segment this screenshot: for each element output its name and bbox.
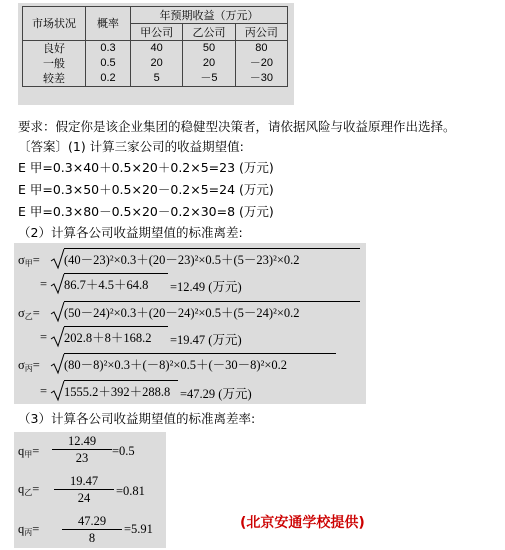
cv-b-label: $q_乙=$: [18, 482, 40, 497]
expected-value-a: E 甲=0.3×40＋0.5×20＋0.2×5=23 (万元): [18, 160, 274, 175]
cell-state: 良好: [23, 41, 86, 57]
header-market: 市场状况: [23, 7, 86, 41]
header-probability: 概率: [86, 7, 131, 41]
sigma-a-result: =12.49 (万元): [170, 280, 242, 294]
cell-a: 20: [131, 56, 183, 71]
cell-prob: 0.3: [86, 41, 131, 57]
cv-c-result: =5.91: [124, 522, 153, 536]
cell-c: －30: [235, 71, 287, 87]
sigma-c-values: 1555.2＋392＋288.8: [64, 380, 178, 400]
expected-value-c: E 甲=0.3×80－0.5×20－0.2×30=8 (万元): [18, 204, 274, 219]
table-row: [23, 56, 288, 71]
cv-b-denominator: 24: [77, 491, 91, 505]
source-credit: (北京安通学校提供): [240, 515, 365, 531]
cell-b: 50: [183, 41, 235, 57]
cell-a: 40: [131, 41, 183, 57]
cell-c: 80: [235, 41, 287, 57]
cv-c-label: $q_丙=$: [18, 522, 40, 537]
header-company-b: 乙公司: [183, 24, 235, 41]
cv-a-numerator: 12.49: [52, 434, 112, 450]
header-company-a: 甲公司: [131, 24, 183, 41]
sigma-c-result: =47.29 (万元): [180, 387, 252, 401]
cell-state: 一般: [23, 56, 86, 71]
answer-step1: 〔答案〕(1) 计算三家公司的收益期望值:: [18, 139, 244, 154]
cv-b-fraction: [54, 474, 114, 508]
cell-prob: 0.2: [86, 71, 131, 87]
returns-table-panel: [18, 3, 294, 105]
cell-a: 5: [131, 71, 183, 87]
std-dev-panel: [14, 243, 366, 404]
sigma-b-label: $\sigma_乙=$: [18, 306, 40, 321]
cv-b-numerator: 19.47: [54, 474, 114, 490]
sigma-a-values: 86.7＋4.5＋64.8: [64, 273, 168, 293]
cv-a-denominator: 23: [75, 451, 89, 465]
sigma-b-values: 202.8＋8＋168.2: [64, 326, 168, 346]
cv-b-result: =0.81: [116, 484, 145, 498]
cv-c-denominator: 8: [88, 531, 96, 545]
equals-sign: =: [40, 277, 48, 291]
expected-value-b: E 甲=0.3×50＋0.5×20－0.2×5=24 (万元): [18, 182, 274, 197]
cv-panel: [14, 432, 166, 548]
sigma-a-expr: (40－23)²×0.3＋(20－23)²×0.5＋(5－23)²×0.2: [64, 248, 360, 268]
table-row: [23, 71, 288, 87]
equals-sign: =: [40, 330, 48, 344]
cell-b: 20: [183, 56, 235, 71]
sigma-b-result: =19.47 (万元): [170, 333, 242, 347]
sigma-b-expr: (50－24)²×0.3＋(20－24)²×0.5＋(5－24)²×0.2: [64, 301, 360, 321]
sigma-a-label: $\sigma_甲=$: [18, 253, 40, 268]
cell-c: －20: [235, 56, 287, 71]
equals-sign: =: [40, 384, 48, 398]
cv-a-result: =0.5: [112, 444, 135, 458]
cell-b: －5: [183, 71, 235, 87]
returns-table: [22, 6, 288, 87]
cv-a-fraction: [52, 434, 112, 468]
requirement-text: 要求：假定你是该企业集团的稳健型决策者，请依据风险与收益原理作出选择。: [18, 119, 456, 134]
table-row: [23, 41, 288, 57]
cv-c-numerator: 47.29: [62, 514, 122, 530]
step3-heading: （3）计算各公司收益期望值的标准离差率:: [18, 411, 256, 426]
cell-state: 较差: [23, 71, 86, 87]
cv-a-label: $q_甲=$: [18, 444, 40, 459]
step2-heading: （2）计算各公司收益期望值的标准离差:: [18, 225, 243, 240]
header-expected-return: 年预期收益（万元）: [131, 7, 288, 24]
sigma-c-label: $\sigma_丙=$: [18, 358, 40, 373]
header-company-c: 丙公司: [235, 24, 287, 41]
sigma-c-expr: (80－8)²×0.3＋(－8)²×0.5＋(－30－8)²×0.2: [64, 353, 336, 373]
cv-c-fraction: [62, 514, 122, 548]
cell-prob: 0.5: [86, 56, 131, 71]
